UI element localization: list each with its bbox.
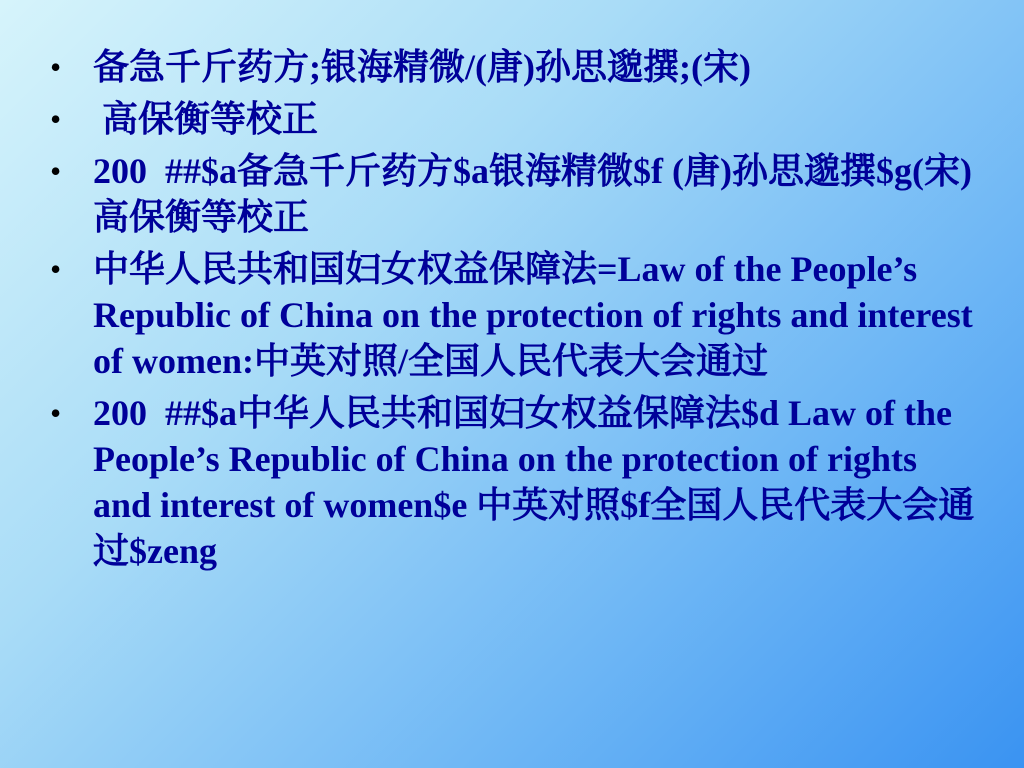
list-item	[50, 246, 980, 384]
bullet-text: 200 ##$a备急千斤药方$a银海精微$f (唐)孙思邈撰$g(宋)高保衡等校正	[93, 151, 972, 237]
bullet-icon: •	[50, 101, 62, 137]
bullet-list	[50, 44, 980, 580]
list-item	[50, 390, 980, 574]
bullet-text: 中华人民共和国妇女权益保障法=Law of the People’s Republic of China on the protection of rights and interest of women:中英对照/全国人民代表大会通过	[93, 249, 982, 381]
bullet-text: 备急千斤药方;银海精微/(唐)孙思邈撰;(宋)	[93, 47, 751, 87]
bullet-icon: •	[50, 251, 62, 287]
bullet-icon: •	[50, 49, 62, 85]
list-item	[50, 96, 980, 142]
list-item	[50, 44, 980, 90]
bullet-text: 200 ##$a中华人民共和国妇女权益保障法$d Law of the People’s Republic of China on the protection of rights and interest of women$e 中英对照$f全国人民代表大会通过$zeng	[93, 393, 975, 571]
bullet-text: 高保衡等校正	[93, 99, 319, 139]
bullet-icon: •	[50, 395, 62, 431]
list-item	[50, 148, 980, 240]
bullet-icon: •	[50, 153, 62, 189]
